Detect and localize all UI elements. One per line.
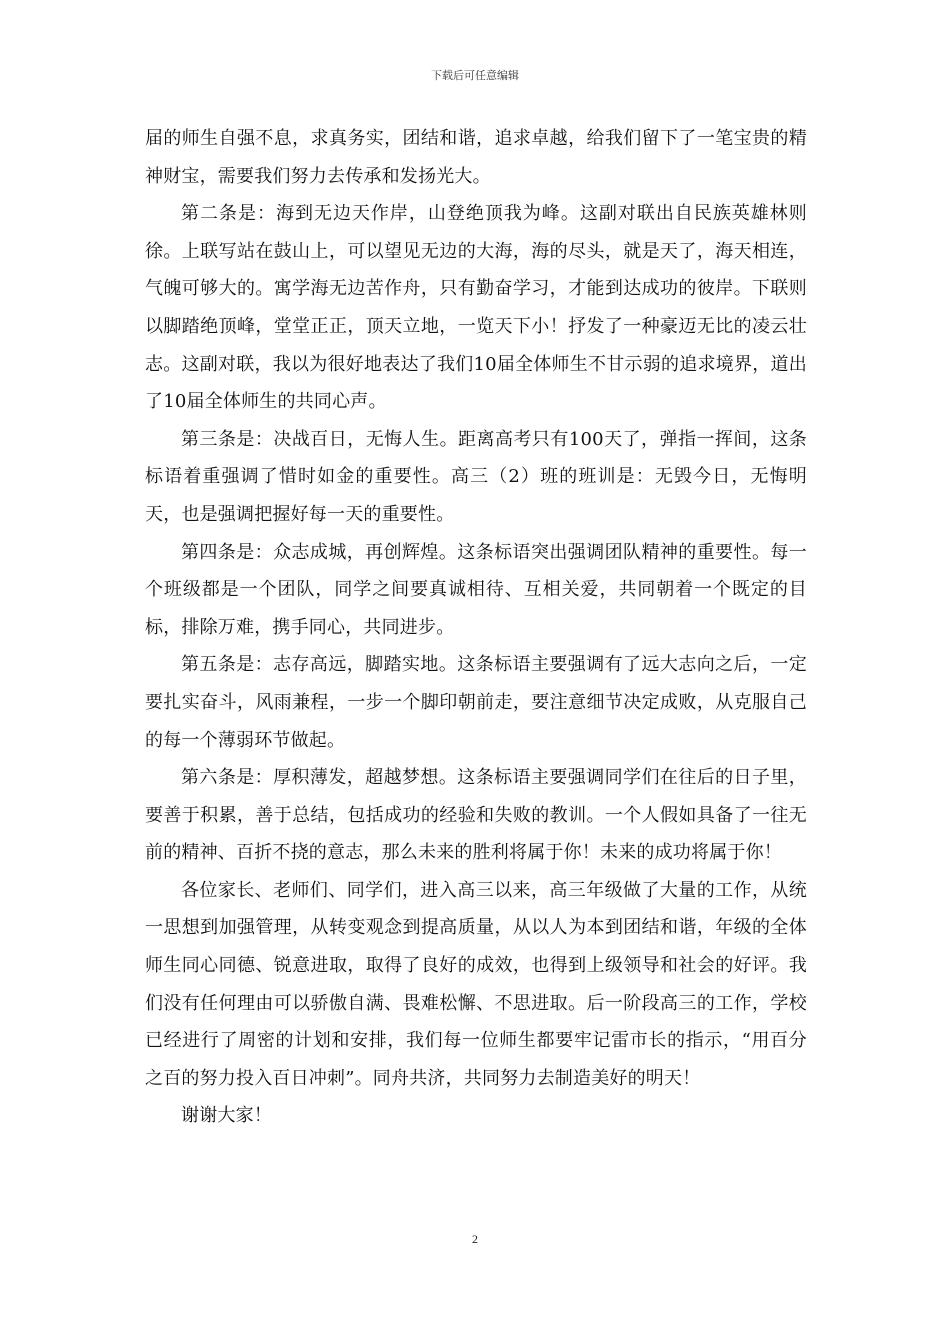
paragraph-3: 第三条是：决战百日，无悔人生。距离高考只有100天了，弹指一挥间，这条标语着重强调了惜时如金的重要性。高三（2）班的班训是：无毁今日，无悔明天，也是强调把握好每一天的重要性。 [145, 428, 807, 525]
paragraph-1: 届的师生自强不息，求真务实，团结和谐，追求卓越，给我们留下了一笔宝贵的精神财宝，需要我们努力去传承和发扬光大。 [145, 128, 807, 187]
paragraph-7: 各位家长、老师们、同学们，进入高三以来，高三年级做了大量的工作，从统一思想到加强管理，从转变观念到提高质量，从以人为本到团结和谐，年级的全体师生同心同德、锐意进取，取得了良好的成效，也得到上级领导和社会的好评。我们没有任何理由可以骄傲自满、畏难松懈、不思进取。后一阶段高三的工作，学校已经进行了周密的计划和安排，我们每一位师生都要牢记雷市长的指示，“用百分之百的努力投入百日冲刺”。同舟共济，共同努力去制造美好的明天！ [145, 879, 807, 1089]
paragraph-5: 第五条是：志存高远，脚踏实地。这条标语主要强调有了远大志向之后，一定要扎实奋斗，风雨兼程，一步一个脚印朝前走，要注意细节决定成败，从克服自己的每一个薄弱环节做起。 [145, 654, 807, 751]
paragraph-2: 第二条是：海到无边天作岸，山登绝顶我为峰。这副对联出自民族英雄林则徐。上联写站在鼓山上，可以望见无边的大海，海的尽头，就是天了，海天相连，气魄可够大的。寓学海无边苦作舟，只有勤奋学习，才能到达成功的彼岸。下联则以脚踏绝顶峰，堂堂正正，顶天立地，一览天下小！抒发了一种豪迈无比的凌云壮志。这副对联，我以为很好地表达了我们10届全体师生不甘示弱的追求境界，道出了10届全体师生的共同心声。 [145, 203, 807, 413]
paragraph-8: 谢谢大家！ [181, 1105, 272, 1127]
paragraph-4: 第四条是：众志成城，再创辉煌。这条标语突出强调团队精神的重要性。每一个班级都是一个团队，同学之间要真诚相待、互相关爱，共同朝着一个既定的目标，排除万难，携手同心，共同进步。 [145, 541, 807, 638]
document-body [145, 120, 807, 1135]
paragraph-6: 第六条是：厚积薄发，超越梦想。这条标语主要强调同学们在往后的日子里，要善于积累，善于总结，包括成功的经验和失败的教训。一个人假如具备了一往无前的精神、百折不挠的意志，那么未来的胜利将属于你！未来的成功将属于你！ [145, 767, 807, 864]
page-number: 2 [472, 1232, 478, 1246]
page-header: 下载后可任意编辑 [431, 69, 519, 82]
